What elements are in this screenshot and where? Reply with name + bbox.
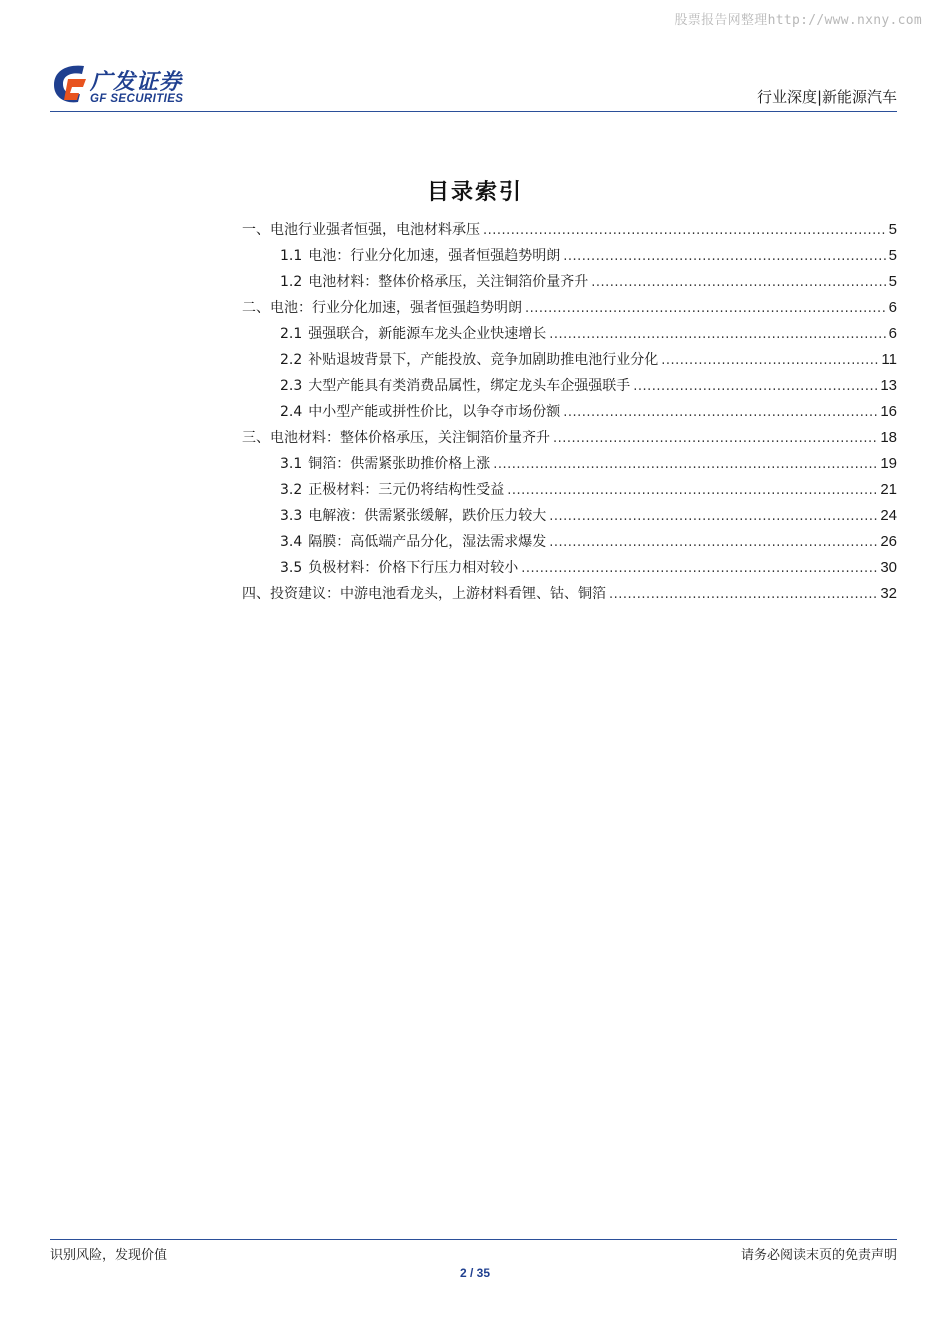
toc-entry-page: 5: [888, 273, 897, 290]
toc-entry-page: 19: [880, 455, 897, 472]
toc-entry-text: 正极材料：三元仍将结构性受益: [308, 482, 505, 498]
toc-entry-number: 3.2: [280, 482, 303, 498]
toc-entry[interactable]: [242, 347, 897, 373]
toc-entry[interactable]: [242, 555, 897, 581]
toc-dot-leader: [521, 556, 877, 582]
toc-entry-page: 11: [881, 351, 897, 368]
toc-entry-page: 16: [880, 403, 897, 420]
toc-entry[interactable]: [242, 451, 897, 477]
toc-entry-number: 3.1: [280, 456, 303, 472]
toc-dot-leader: [609, 582, 877, 608]
toc-entry-text: 大型产能具有类消费品属性，绑定龙头车企强强联手: [308, 378, 631, 394]
footer-divider: [50, 1239, 897, 1240]
toc-entry-number: 2.3: [280, 378, 303, 394]
toc-entry-page: 18: [880, 429, 897, 446]
toc-entry-number: 1.1: [280, 248, 303, 264]
page-number: 2 / 35: [459, 1266, 491, 1280]
watermark-text: 股票报告网整理http://www.nxny.com: [674, 13, 922, 28]
toc-dot-leader: [563, 400, 877, 426]
toc-entry-text: 四、投资建议：中游电池看龙头，上游材料看锂、钴、铜箔: [242, 586, 606, 602]
toc-entry-number: 2.2: [280, 352, 303, 368]
gf-securities-logo: [50, 62, 210, 110]
footer-slogan: 识别风险，发现价值: [50, 1248, 168, 1263]
toc-entry[interactable]: [242, 269, 897, 295]
toc-entry-page: 32: [880, 585, 897, 602]
toc-dot-leader: [549, 504, 877, 530]
header-divider: [50, 111, 897, 112]
toc-entry[interactable]: [242, 321, 897, 347]
toc-entry-number: 2.1: [280, 326, 303, 342]
logo-english-name: GF SECURITIES: [90, 93, 184, 105]
toc-entry-text: 一、电池行业强者恒强，电池材料承压: [242, 222, 480, 238]
toc-entry-text: 三、电池材料：整体价格承压，关注铜箔价量齐升: [242, 430, 550, 446]
table-of-contents: [242, 217, 897, 607]
toc-entry[interactable]: [242, 425, 897, 451]
toc-entry[interactable]: [242, 503, 897, 529]
toc-entry-page: 26: [880, 533, 897, 550]
toc-dot-leader: [591, 270, 885, 296]
logo-chinese-name: 广发证券: [90, 70, 183, 95]
toc-entry-text: 隔膜：高低端产品分化，湿法需求爆发: [308, 534, 547, 550]
toc-entry[interactable]: [242, 243, 897, 269]
toc-entry-text: 强强联合，新能源车龙头企业快速增长: [308, 326, 547, 342]
toc-dot-leader: [525, 296, 886, 322]
toc-entry-text: 铜箔：供需紧张助推价格上涨: [308, 456, 491, 472]
toc-dot-leader: [563, 244, 885, 270]
toc-entry[interactable]: [242, 477, 897, 503]
toc-entry-number: 3.5: [280, 560, 303, 576]
toc-entry[interactable]: [242, 399, 897, 425]
toc-entry-text: 中小型产能或拼性价比，以争夺市场份额: [308, 404, 561, 420]
footer-disclaimer: 请务必阅读末页的免责声明: [740, 1248, 897, 1263]
report-category: 行业深度|新能源汽车: [756, 88, 897, 106]
toc-dot-leader: [633, 374, 877, 400]
toc-entry-page: 30: [880, 559, 897, 576]
toc-title: 目录索引: [426, 180, 523, 205]
toc-entry-text: 电解液：供需紧张缓解，跌价压力较大: [308, 508, 547, 524]
gf-logo-icon: [50, 62, 88, 106]
toc-entry[interactable]: [242, 373, 897, 399]
toc-entry-page: 6: [888, 325, 897, 342]
toc-entry[interactable]: [242, 529, 897, 555]
toc-dot-leader: [553, 426, 877, 452]
toc-entry-number: 1.2: [280, 274, 303, 290]
toc-entry-number: 3.4: [280, 534, 303, 550]
toc-entry[interactable]: [242, 581, 897, 607]
toc-entry-text: 电池材料：整体价格承压，关注铜箔价量齐升: [308, 274, 589, 290]
toc-entry-text: 负极材料：价格下行压力相对较小: [308, 560, 519, 576]
toc-entry-text: 二、电池：行业分化加速，强者恒强趋势明朗: [242, 300, 522, 316]
toc-entry-number: 2.4: [280, 404, 303, 420]
toc-entry-page: 5: [888, 221, 897, 238]
toc-entry[interactable]: [242, 295, 897, 321]
toc-dot-leader: [483, 218, 886, 244]
toc-entry-number: 3.3: [280, 508, 303, 524]
toc-entry[interactable]: [242, 217, 897, 243]
toc-dot-leader: [549, 322, 885, 348]
toc-dot-leader: [507, 478, 877, 504]
toc-dot-leader: [661, 348, 878, 374]
toc-entry-page: 6: [888, 299, 897, 316]
toc-dot-leader: [493, 452, 877, 478]
toc-entry-page: 5: [888, 247, 897, 264]
toc-entry-text: 电池：行业分化加速，强者恒强趋势明朗: [308, 248, 561, 264]
toc-entry-page: 21: [880, 481, 897, 498]
toc-entry-text: 补贴退坡背景下，产能投放、竞争加剧助推电池行业分化: [308, 352, 659, 368]
toc-entry-page: 24: [880, 507, 897, 524]
toc-entry-page: 13: [880, 377, 897, 394]
toc-dot-leader: [549, 530, 877, 556]
